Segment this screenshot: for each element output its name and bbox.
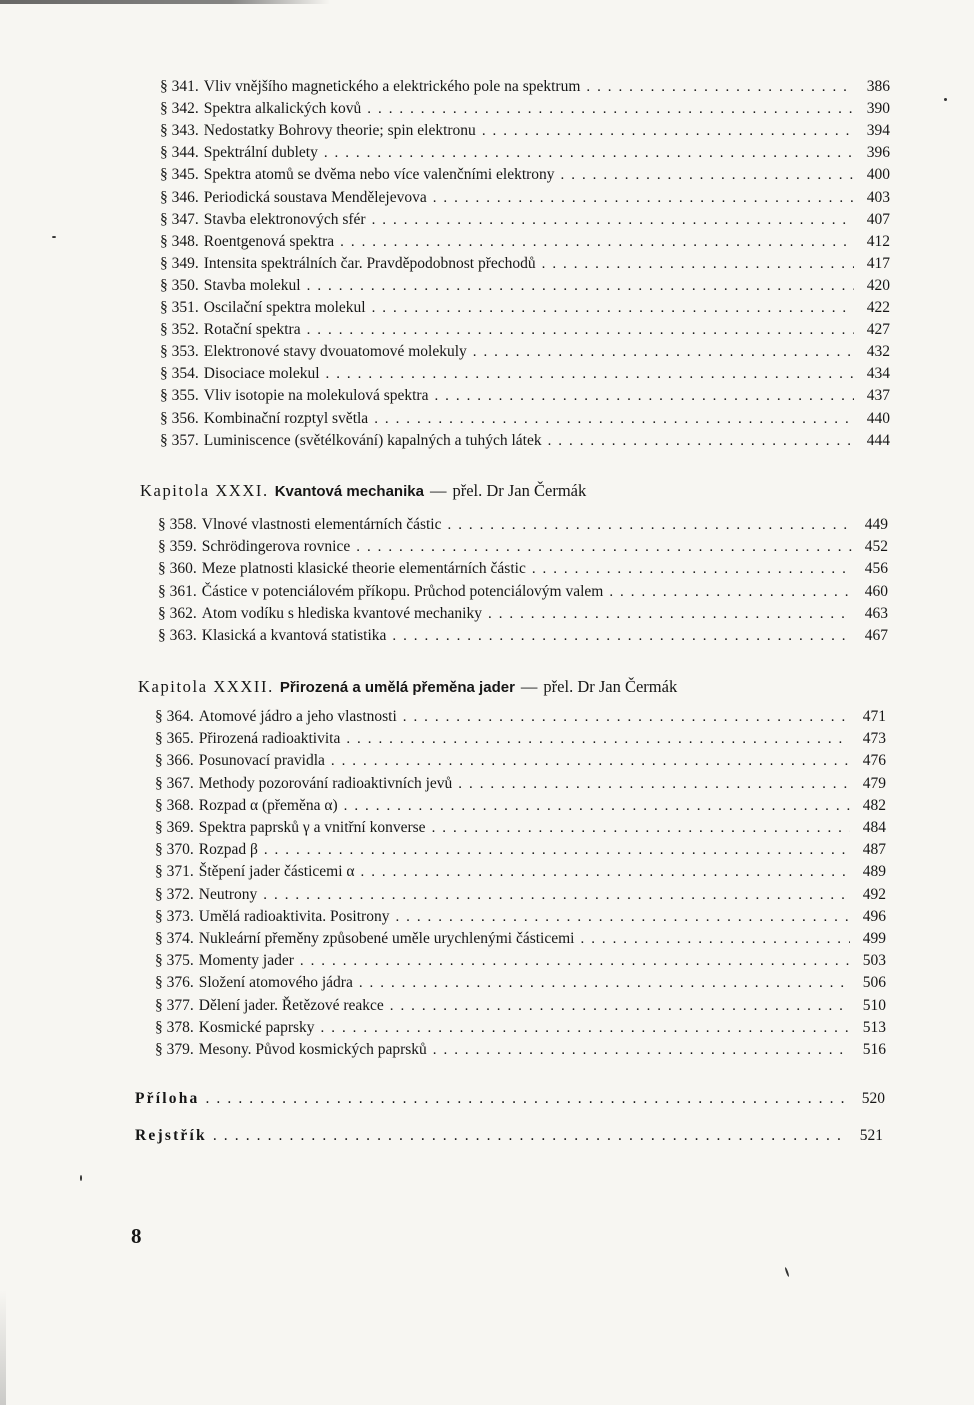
toc-entry [155,706,886,728]
chapter-heading-32 [138,676,677,699]
dot-leader [367,98,854,120]
toc-entry [155,995,886,1017]
dot-leader [390,995,850,1017]
section-title: Spektra paprsků γ a vnitřní konverse [198,819,426,836]
toc-entry [160,297,890,319]
section-number: § 370. [155,841,194,859]
page-ref: 407 [866,210,890,228]
toc-entry [158,536,888,558]
section-title: Intensita spektrálních čar. Pravděpodobnost přechodů [203,254,536,272]
section-title: Methody pozorování radioaktivních jevů [198,774,453,792]
page-ref: 496 [862,907,886,925]
section-title: Disociace molekul [203,365,320,383]
dot-leader [307,275,854,297]
toc-entry [158,625,888,647]
dot-leader [213,1125,847,1147]
toc-entry [160,187,890,209]
section-number: § 356. [160,409,199,427]
page-ref: 386 [866,78,890,95]
dot-leader [561,164,854,186]
section-number: § 352. [160,321,199,339]
dot-leader [331,750,850,772]
section-number: § 364. [155,708,194,725]
section-title: Vliv vnějšího magnetického a elektrického pole na spektrum [203,78,581,95]
section-title: Dělení jader. Řetězové reakce [198,996,384,1014]
section-number: § 379. [155,1041,194,1058]
page-ref: 390 [866,100,890,118]
section-number: § 378. [155,1018,194,1036]
section-number: § 362. [158,604,197,622]
toc-entry [160,341,890,363]
index-label: Rejstřík [135,1127,207,1144]
section-number: § 342. [160,100,199,118]
dot-leader [548,430,854,452]
section-title: Vliv isotopie na molekulová spektra [203,387,429,405]
section-title: Složení atomového jádra [198,974,353,992]
section-number: § 347. [160,210,199,228]
scan-speck [52,236,56,238]
scan-speck [784,1267,789,1277]
section-number: § 372. [155,885,194,903]
section-title: Spektra alkalických kovů [203,100,362,118]
dot-leader [372,297,854,319]
dot-leader [321,1017,850,1039]
section-title: Stavba molekul [203,276,301,294]
chapter-title: Kvantová mechanika [274,483,424,500]
dot-leader [532,558,852,580]
toc-entry [160,430,890,452]
toc-entry [158,581,888,603]
dot-leader [433,1039,850,1061]
section-title: Stavba elektronových sfér [203,210,366,228]
section-title: Schrödingerova rovnice [201,538,351,556]
toc-entry [155,906,886,928]
dot-leader [403,706,850,728]
toc-entry [155,817,886,839]
page-ref: 492 [862,885,886,903]
toc-entry [160,363,890,385]
page-ref: 484 [862,819,886,836]
section-number: § 376. [155,974,194,992]
section-title: Rotační spektra [203,321,301,339]
dot-leader [263,884,850,906]
page-ref: 499 [862,930,886,947]
page-ref: 482 [862,796,886,814]
section-title: Přirozená radioaktivita [198,730,341,748]
toc-entry [155,839,886,861]
section-title: Nukleární přeměny způsobené uměle urychlenými částicemi [198,930,575,947]
toc-entry [158,558,888,580]
dot-leader [392,625,852,647]
section-title: Neutrony [198,885,258,903]
dot-leader [458,773,850,795]
scan-edge-left [0,1290,6,1405]
dot-leader [542,253,854,275]
section-title: Luminiscence (světélkování) kapalných a tuhých látek [203,431,542,449]
chapter-heading-31 [140,480,586,503]
section-number: § 373. [155,907,194,925]
toc-entry [155,928,886,950]
toc-entry [158,603,888,625]
section-title: Meze platnosti klasické theorie elementárních částic [201,560,526,578]
toc-entry [155,750,886,772]
section-number: § 345. [160,166,199,184]
page-ref: 394 [866,122,890,140]
section-title: Periodická soustava Mendělejevova [203,188,427,206]
section-title: Umělá radioaktivita. Positrony [198,907,390,925]
dot-leader [324,142,854,164]
toc-entry [160,120,890,142]
appendix-page: 520 [861,1090,885,1107]
section-number: § 350. [160,276,199,294]
page-ref: 403 [866,188,890,206]
section-number: § 363. [158,627,197,644]
toc-entry [155,950,886,972]
toc-entry [160,408,890,430]
scan-speck [80,1175,82,1181]
chapter-dash: — [520,677,538,696]
page-ref: 476 [862,752,886,770]
toc-entry [160,385,890,407]
toc-entry [160,253,890,275]
section-title: Oscilační spektra molekul [203,299,366,316]
section-number: § 371. [155,863,194,881]
section-title: Štěpení jader částicemi α [198,863,355,881]
toc-entry [160,142,890,164]
toc-entry [155,1039,886,1061]
section-title: Rozpad α (přeměna α) [198,796,338,814]
toc-entry [160,76,890,98]
dot-leader [346,728,850,750]
page-ref: 400 [866,166,890,184]
section-title: Roentgenová spektra [203,232,335,250]
dot-leader [326,363,854,385]
section-title: Spektra atomů se dvěma nebo více valenčními elektrony [203,166,555,184]
page-ref: 460 [864,582,888,600]
section-number: § 343. [160,122,199,140]
dot-leader [340,231,854,253]
section-number: § 377. [155,996,194,1014]
section-number: § 365. [155,730,194,748]
section-number: § 361. [158,582,197,600]
dot-leader [488,603,852,625]
scan-edge-top [0,0,330,4]
toc-entry [160,319,890,341]
toc-entry [160,164,890,186]
section-title: Částice v potenciálovém příkopu. Průchod potenciálovým valem [201,582,604,600]
page-ref: 479 [862,774,886,792]
section-title: Mesony. Původ kosmických paprsků [198,1041,427,1058]
toc-entry [155,1017,886,1039]
section-title: Atomové jádro a jeho vlastnosti [198,708,397,725]
toc-appendix [135,1088,885,1110]
page-ref: 449 [864,516,888,533]
section-title: Vlnové vlastnosti elementárních částic [201,516,442,533]
page-ref: 516 [862,1041,886,1058]
page-ref: 444 [866,431,890,449]
section-number: § 354. [160,365,199,383]
section-title: Rozpad β [198,841,258,859]
page-ref: 506 [862,974,886,992]
page-ref: 510 [862,996,886,1014]
section-title: Atom vodíku s hlediska kvantové mechaniky [201,604,482,622]
dot-leader [307,319,854,341]
chapter-title: Přirozená a umělá přeměna jader [279,679,515,696]
page-ref: 452 [864,538,888,556]
section-number: § 355. [160,387,199,405]
section-title: Klasická a kvantová statistika [201,627,387,644]
dot-leader [374,408,854,430]
section-title: Nedostatky Bohrovy theorie; spin elektronu [203,122,476,140]
section-title: Spektrální dublety [203,144,318,162]
dot-leader [586,76,854,98]
dot-leader [473,341,854,363]
toc-entry [155,795,886,817]
section-number: § 369. [155,819,194,836]
page-ref: 432 [866,343,890,361]
page-ref: 412 [866,232,890,250]
page-ref: 434 [866,365,890,383]
dot-leader [264,839,850,861]
page-ref: 513 [862,1018,886,1036]
toc-entry [160,231,890,253]
section-title: Posunovací pravidla [198,752,325,770]
chapter-label: Kapitola XXXI. [140,481,269,500]
page-ref: 456 [864,560,888,578]
toc-entry [160,209,890,231]
page-ref: 420 [866,276,890,294]
page-ref: 440 [866,409,890,427]
page-ref: 467 [864,627,888,644]
page-ref: 489 [862,863,886,881]
dot-leader [434,385,854,407]
section-number: § 360. [158,560,197,578]
dot-leader [395,906,850,928]
toc-entry [155,861,886,883]
section-number: § 359. [158,538,197,556]
section-number: § 344. [160,144,199,162]
page-ref: 471 [862,708,886,725]
section-title: Momenty jader [198,952,294,970]
dot-leader [300,950,850,972]
toc-entry [158,514,888,536]
chapter-author: přel. Dr Jan Čermák [543,677,678,696]
page-number: 8 [131,1224,142,1248]
dot-leader [359,972,850,994]
section-number: § 348. [160,232,199,250]
page-ref: 437 [866,387,890,405]
toc-entry [155,972,886,994]
toc-entry [160,98,890,120]
section-title: Elektronové stavy dvouatomové molekuly [203,343,467,361]
toc-index [135,1125,883,1147]
dot-leader [482,120,854,142]
page-ref: 417 [866,254,890,272]
section-number: § 375. [155,952,194,970]
dot-leader [361,861,851,883]
dot-leader [356,536,852,558]
page-ref: 473 [862,730,886,748]
section-number: § 346. [160,188,199,206]
dot-leader [581,928,851,950]
section-title: Kombinační rozptyl světla [203,409,369,427]
page-ref: 503 [862,952,886,970]
section-number: § 349. [160,254,199,272]
dot-leader [609,581,852,603]
page-ref: 427 [866,321,890,339]
scan-speck [944,98,947,101]
section-number: § 357. [160,431,199,449]
page-ref: 422 [866,299,890,316]
section-number: § 374. [155,930,194,947]
section-number: § 358. [158,516,197,533]
chapter-label: Kapitola XXXII. [138,677,274,696]
section-number: § 366. [155,752,194,770]
index-page: 521 [859,1127,883,1144]
page-ref: 487 [862,841,886,859]
chapter-dash: — [429,481,447,500]
toc-entry [155,728,886,750]
appendix-label: Příloha [135,1090,200,1107]
page-ref: 463 [864,604,888,622]
dot-leader [448,514,853,536]
toc-entry [155,884,886,906]
dot-leader [344,795,850,817]
dot-leader [432,817,850,839]
section-number: § 367. [155,774,194,792]
page-ref: 396 [866,144,890,162]
chapter-author: přel. Dr Jan Čermák [452,481,587,500]
section-title: Kosmické paprsky [198,1018,315,1036]
section-number: § 353. [160,343,199,361]
section-number: § 341. [160,78,199,95]
section-number: § 368. [155,796,194,814]
dot-leader [205,1088,849,1110]
toc-entry [160,275,890,297]
dot-leader [372,209,854,231]
dot-leader [433,187,854,209]
section-number: § 351. [160,299,199,316]
toc-entry [155,773,886,795]
